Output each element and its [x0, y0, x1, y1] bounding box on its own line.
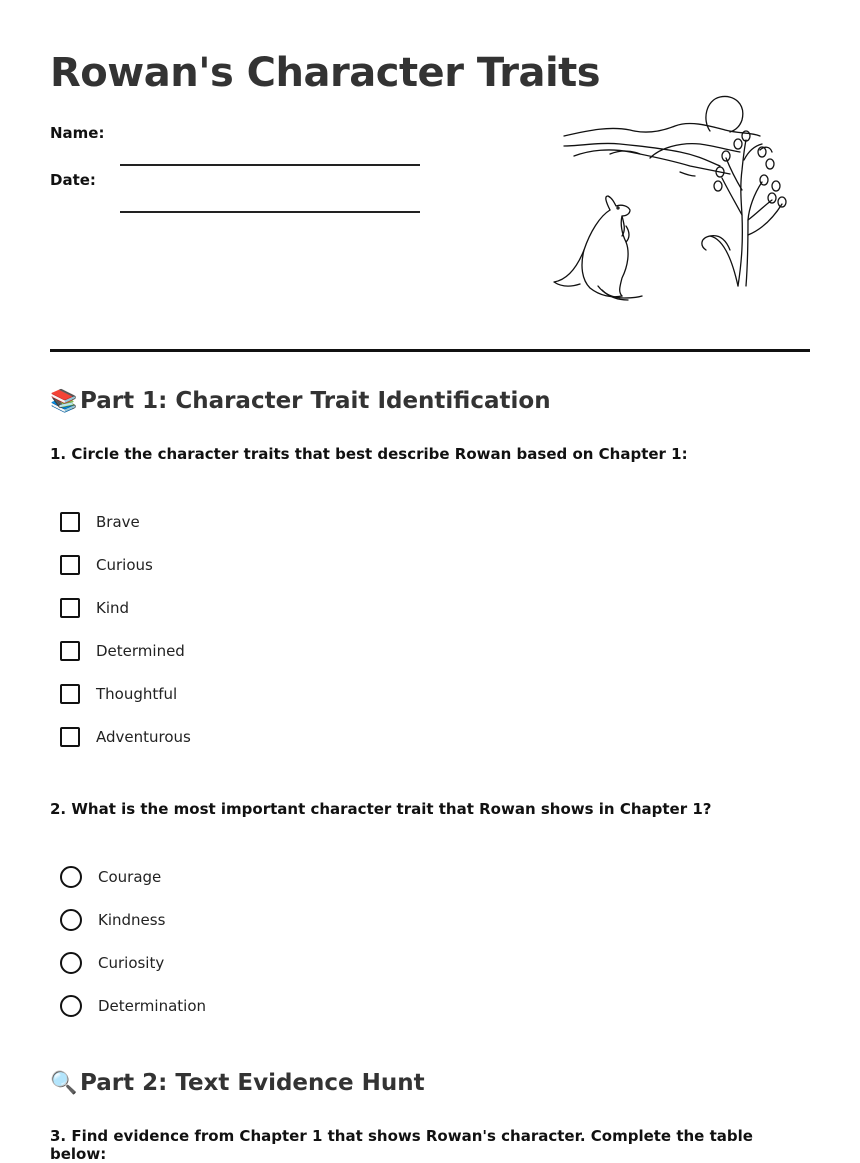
option-label: Determined	[96, 642, 185, 660]
option-label: Thoughtful	[96, 685, 178, 703]
name-input[interactable]	[120, 142, 420, 166]
name-field-row	[50, 118, 430, 148]
radio-button[interactable]	[60, 909, 82, 931]
date-label: Date:	[50, 171, 96, 189]
part2-heading-text: Part 2: Text Evidence Hunt	[80, 1070, 425, 1096]
checkbox[interactable]	[60, 641, 80, 661]
radio-button[interactable]	[60, 952, 82, 974]
checkbox[interactable]	[60, 598, 80, 618]
page-title: Rowan's Character Traits	[50, 50, 601, 96]
trait-option-determined[interactable]	[60, 638, 360, 664]
trait-radio-kindness[interactable]	[60, 907, 360, 933]
part1-heading-text: Part 1: Character Trait Identification	[80, 388, 551, 414]
trait-option-thoughtful[interactable]	[60, 681, 360, 707]
option-label: Kind	[96, 599, 130, 617]
trait-option-kind[interactable]	[60, 595, 360, 621]
books-icon: 📚	[50, 389, 78, 414]
radio-button[interactable]	[60, 866, 82, 888]
magnifying-glass-icon: 🔍	[50, 1071, 78, 1096]
worksheet-page	[50, 0, 810, 1161]
checkbox[interactable]	[60, 512, 80, 532]
trait-option-adventurous[interactable]	[60, 724, 360, 750]
option-label: Adventurous	[96, 728, 191, 746]
checkbox[interactable]	[60, 555, 80, 575]
option-label: Curiosity	[98, 954, 165, 972]
trait-radio-curiosity[interactable]	[60, 950, 360, 976]
option-label: Brave	[96, 513, 140, 531]
date-field-row	[50, 165, 430, 195]
radio-button[interactable]	[60, 995, 82, 1017]
checkbox[interactable]	[60, 684, 80, 704]
question-2: 2. What is the most important character trait that Rowan shows in Chapter 1?	[50, 800, 712, 818]
trait-option-curious[interactable]	[60, 552, 360, 578]
tree-shape	[738, 140, 746, 286]
trait-radio-courage[interactable]	[60, 864, 360, 890]
part2-heading	[50, 1070, 425, 1096]
name-label: Name:	[50, 124, 105, 142]
option-label: Kindness	[98, 911, 166, 929]
part1-heading	[50, 388, 551, 414]
kangaroo-landscape-illustration	[550, 90, 790, 310]
checkbox[interactable]	[60, 727, 80, 747]
question-1: 1. Circle the character traits that best describe Rowan based on Chapter 1:	[50, 445, 688, 463]
date-input[interactable]	[120, 189, 420, 213]
option-label: Determination	[98, 997, 207, 1015]
question-3: 3. Find evidence from Chapter 1 that shows Rowan's character. Complete the table below:	[50, 1127, 753, 1163]
hills-shape	[564, 123, 760, 136]
section-divider	[50, 349, 810, 352]
trait-radio-determination[interactable]	[60, 993, 360, 1019]
option-label: Courage	[98, 868, 162, 886]
option-label: Curious	[96, 556, 153, 574]
trait-option-brave[interactable]	[60, 509, 360, 535]
